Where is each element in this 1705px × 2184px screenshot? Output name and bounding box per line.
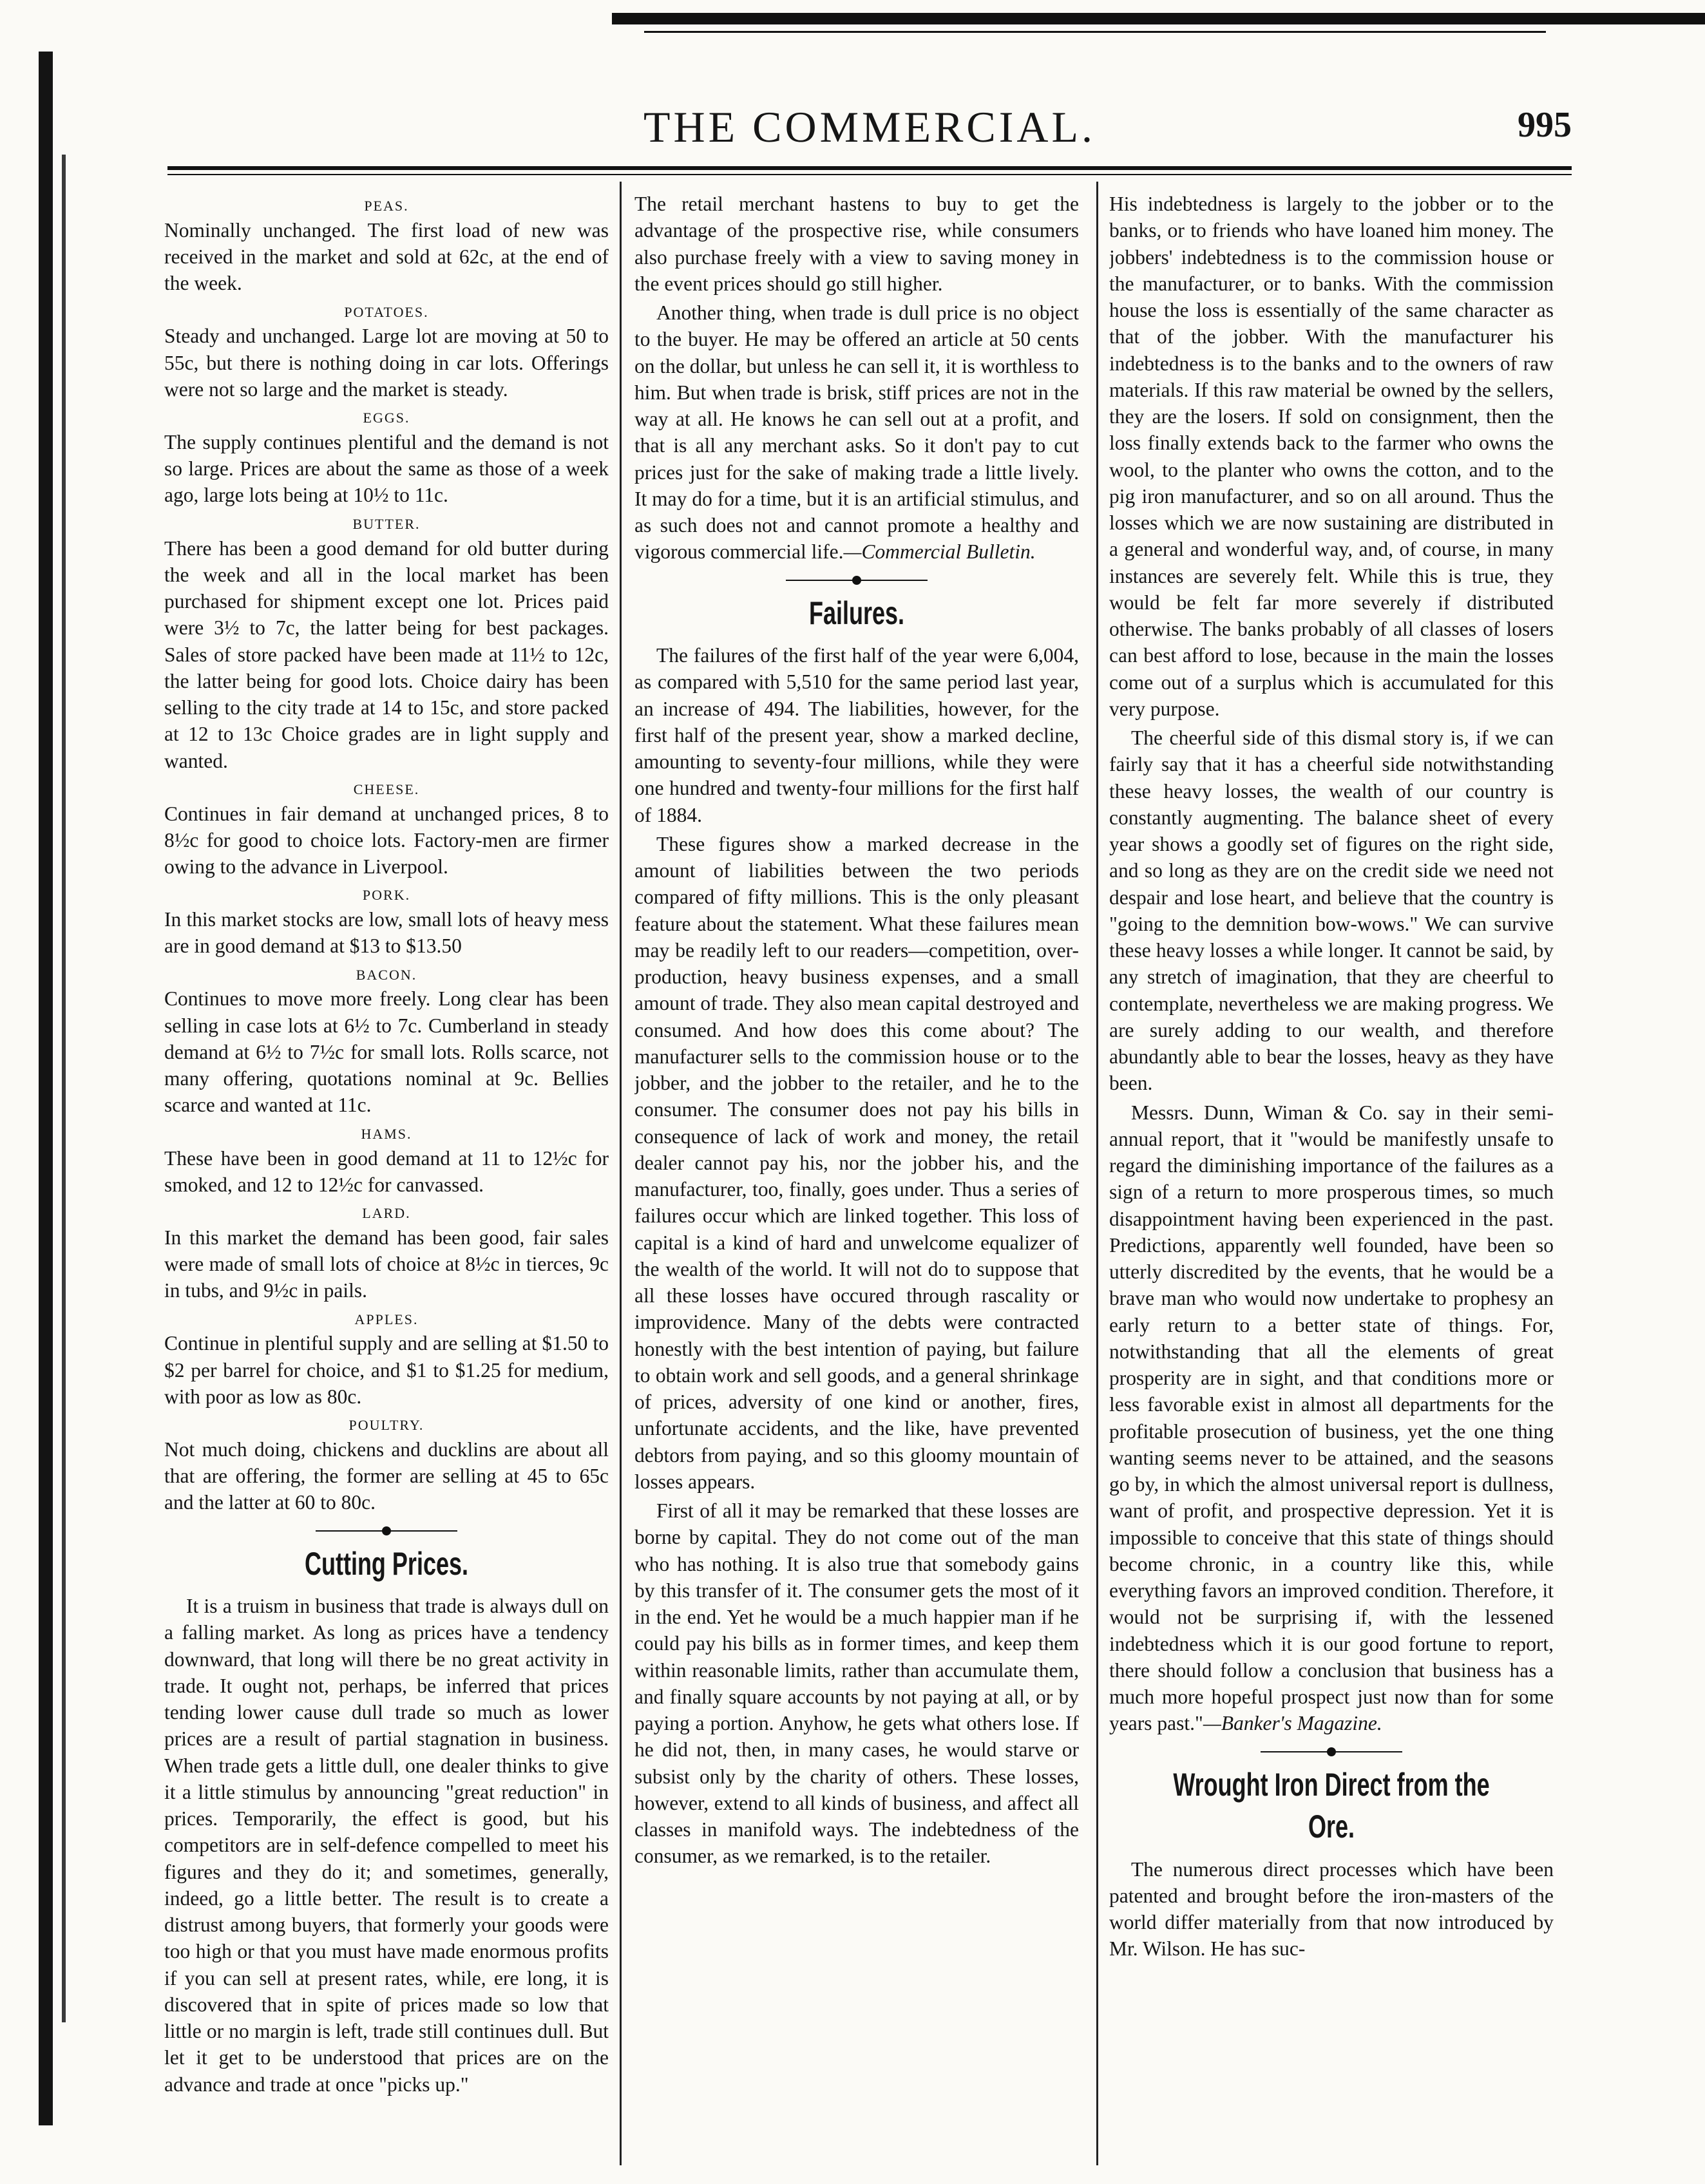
market-heading: POULTRY. (348, 1417, 424, 1434)
article-heading: Failures. (808, 594, 905, 631)
market-heading: BACON. (356, 966, 417, 983)
market-text: In this market the demand has been good, fair sales were made of small lots of choice at 8½c in tierces, 9c in tubs, and 9½c in pails. (164, 1226, 609, 1302)
masthead (167, 102, 1572, 160)
market-text: Nominally unchanged. The first load of new was received in the market and sold at 62c, at the end of the week. (164, 218, 609, 295)
article-text: Messrs. Dunn, Wiman & Co. say in their semi-annual report, that it "would be manifestly unsafe to regard the diminishing importance of the failures as a sign of a return to more prosperous times, so much disappointment having been experienced in the past. Predictions, apparently well founded, have been so utterly discredited by the events, that he would be a brave man who would now undertake to prophesy an early return to a better state of things. For, notwithstanding that all the elements of great prosperity are in sight, and that conditions more or less favorable exist in almost all departments for the profitable prosecution of business, yet the one thing wanting seems never to be attained, and the seasons go by, in which the almost universal report is dullness, want of profit, and prospective depression. Yet it is impossible to conceive that this state of things should become chronic, in a country like this, while everything favors an improved condition. Therefore, it would not be surprising if, with the lessened indebtedness which it is our good fortune to report, there should follow a conclusion that business has a much more hopeful prospect just now than for some years past." (1109, 1101, 1554, 1735)
column-2 (634, 191, 1079, 2161)
header-rule-thick (167, 166, 1572, 170)
market-heading: EGGS. (363, 410, 410, 426)
section-divider-ornament (1261, 1743, 1402, 1760)
market-text: Steady and unchanged. Large lot are moving at 50 to 55c, but there is nothing doing in car lots. Offerings were not so large and the market is steady. (164, 325, 609, 401)
market-text: In this market stocks are low, small lots of heavy mess are in good demand at $13 to $13.50 (164, 908, 609, 958)
article-source: —Banker's Magazine. (1203, 1712, 1382, 1735)
page-number: 995 (1518, 105, 1572, 145)
article-paragraph: First of all it may be remarked that these losses are borne by capital. They do not come out of the man who has nothing. It is also true that somebody gains by this transfer of it. The consumer gets the most of it in the end. Yet he would be a much happier man if he could pay his bills as in former times, and keep them within reasonable limits, rather than accumulate them, and finally square accounts by not paying at all, or by paying a portion. Anyhow, he gets what others lose. If he did not, then, in many cases, he would starve or subsist only by the charity of others. These losses, however, extend to all kinds of business, and affect all classes in manifold ways. The indebtedness of the consumer, as we remarked, is to the retailer. (634, 1499, 1079, 1868)
header-rule-thin (167, 174, 1572, 175)
top-border-rule (612, 13, 1705, 24)
article-paragraph: His indebtedness is largely to the jobber or to the banks, or to friends who have loaned him money. The jobbers' indebtedness is to the commission house or the manufacturer, or to banks. With the commission house the loss is essentially of the same character as that of the jobber. With the manufacturer his indebtedness is to the banks and to the owners of raw materials. If this raw material be owned by the sellers, they are the losers. If sold on consignment, then the loss finally extends back to the farmer who owns the wool, to the planter who owns the cotton, and to the pig iron manufacturer, and so on all around. Thus the losses which we are now sustaining are distributed in a general and wonderful way, and, of course, in many instances are severely felt. While this is true, they would be felt far more severely if distributed otherwise. The banks probably of all classes of losers can best afford to lose, because in the main the losses come out of a surplus which is accumulated for this very purpose. (1109, 193, 1554, 720)
article-source: —Commercial Bulletin. (843, 540, 1036, 564)
article-paragraph (1109, 1099, 1554, 1737)
market-text: These have been in good demand at 11 to 12½c for smoked, and 12 to 12½c for canvassed. (164, 1146, 609, 1196)
binding-edge-shadow (62, 155, 66, 2022)
column-divider (620, 182, 622, 2165)
market-heading: LARD. (362, 1205, 411, 1221)
column-1 (164, 191, 609, 2161)
article-paragraph: It is a truism in business that trade is always dull on a falling market. As long as prices have a tendency downward, that long will there be no great activity in trade. It ought not, perhaps, be inferred that prices tending lower cause dull trade so much as lower prices are a result of partial stagnation in business. When trade gets a little dull, one dealer thinks to give it a little stimulus by announcing "great reduction" in prices. Temporarily, the effect is good, but his competitors are in self-defence compelled to meet his figures and they do it; and sometimes, generally, indeed, go a little better. The result is to create a distrust among buyers, that formerly your goods were too high or that you must have made enormous profits if you can sell at present rates, while, ere long, it is discovered that in spite of prices made so low that little or no margin is left, trade still continues dull. But let it get to be understood that prices are on the advance and trade at once "picks up." (164, 1595, 609, 2096)
publication-title: THE COMMERCIAL. (643, 102, 1096, 151)
market-heading: HAMS. (361, 1125, 412, 1142)
market-heading: APPLES. (354, 1311, 419, 1327)
market-text: Continues in fair demand at unchanged prices, 8 to 8½c for good to choice lots. Factory-men are firmer owing to the advance in Liverpool. (164, 802, 609, 878)
market-text: Continue in plentiful supply and are selling at $1.50 to $2 per barrel for choice, and $1 to $1.25 for medium, with poor as low as 80c. (164, 1332, 609, 1408)
article-paragraph: The retail merchant hastens to buy to get the advantage of the prospective rise, while consumers also purchase freely with a view to saving money in the event prices should go still higher. (634, 193, 1079, 295)
market-heading: CHEESE. (353, 781, 420, 797)
market-text: Not much doing, chickens and ducklins are about all that are offering, the former are selling at 45 to 65c and the latter at 60 to 80c. (164, 1438, 609, 1514)
article-paragraph: The cheerful side of this dismal story is, if we can fairly say that it has a cheerful side notwithstanding these heavy losses, the wealth of our country is constantly augmenting. The balance sheet of every year shows a goodly set of figures on the right side, and so long as they are on the credit side we need not despair and lose heart, and believe that the country is "going to the demnition bow-wows." We can survive these heavy losses a while longer. It cannot be said, by any stretch of imagination, that they are cheerful to contemplate, nevertheless we are making progress. We are surely adding to our wealth, and therefore abundantly able to bear the losses, heavy as they have been. (1109, 726, 1554, 1095)
top-border-rule-thin (644, 31, 1546, 33)
article-heading: Wrought Iron Direct from the Ore. (1173, 1766, 1490, 1845)
section-divider-ornament (786, 572, 928, 589)
market-text: Continues to move more freely. Long clear has been selling in case lots at 6½ to 7c. Cumberland in steady demand at 6½ to 7½c for small lots. Rolls scarce, not many offering, quotations nominal at 9c. Bellies scarce and wanted at 11c. (164, 987, 609, 1117)
market-heading: POTATOES. (344, 303, 429, 320)
market-text: The supply continues plentiful and the demand is not so large. Prices are about the same as those of a week ago, large lots being at 10½ to 11c. (164, 430, 609, 507)
column-divider (1096, 182, 1098, 2165)
market-heading: BUTTER. (352, 515, 421, 532)
article-text: Another thing, when trade is dull price is no object to the buyer. He may be offered an article at 50 cents on the dollar, but unless he can sell it, it is worthless to him. But when trade is brisk, stiff prices are not in the way at all. He knows he can sell out at a profit, and that is all any merchant asks. So it don't pay to cut prices just for the sake of making trade a little lively. It may do for a time, but it is an artificial stimulus, and as such does not and cannot promote a healthy and vigorous commercial life. (634, 301, 1079, 564)
market-heading: PORK. (362, 887, 411, 904)
market-heading: PEAS. (364, 198, 409, 214)
article-paragraph: These figures show a marked decrease in the amount of liabilities between the two periods compared of fifty millions. This is the only pleasant feature about the statement. What these failures mean may be readily left to our readers—competition, over-production, heavy business expenses, and a small amount of trade. They also mean capital destroyed and consumed. And how does this come about? The manufacturer sells to the commission house or to the jobber, and the jobber to the retailer, and he to the consumer. The consumer does not pay his bills in consequence of lack of work and money, the retail dealer cannot pay his, nor the jobber his, and the manufacturer, too, finally, goes under. Thus a series of failures occur which are linked together. This loss of capital is a kind of hard and unwelcome equalizer of the wealth of the world. It will not do to suppose that all these losses have occured through rascality or improvidence. Many of the debts were contracted honestly with the best intention of paying, but failure to obtain work and sell goods, and a general shrinkage of prices, adversity of one kind or another, fires, unfortunate accidents, and the like, have prevented debtors from paying, and so this gloomy mountain of losses appears. (634, 832, 1079, 1493)
binding-edge (39, 52, 53, 2125)
section-divider-ornament (316, 1523, 457, 1539)
article-paragraph (634, 299, 1079, 565)
market-text: There has been a good demand for old butter during the week and all in the local market has been purchased for shipment except one lot. Prices paid were 3½ to 7c, the latter being for best packages. Sales of store packed have been made at 11½ to 12c, the latter being for good lots. Choice dairy has been selling to the city trade at 14 to 15c, and store packed at 12 to 13c Choice grades are in light supply and wanted. (164, 537, 609, 772)
article-paragraph: The numerous direct processes which have been patented and brought before the iron-masters of the world differ materially from that now introduced by Mr. Wilson. He has suc- (1109, 1857, 1554, 1961)
article-paragraph: The failures of the first half of the year were 6,004, as compared with 5,510 for the same period last year, an increase of 494. The liabilities, however, for the first half of the present year, show a marked decline, amounting to seventy-four millions, while they were one hundred and twenty-four millions for the first half of 1884. (634, 644, 1079, 826)
column-3 (1109, 191, 1554, 2161)
article-heading: Cutting Prices. (304, 1545, 469, 1582)
